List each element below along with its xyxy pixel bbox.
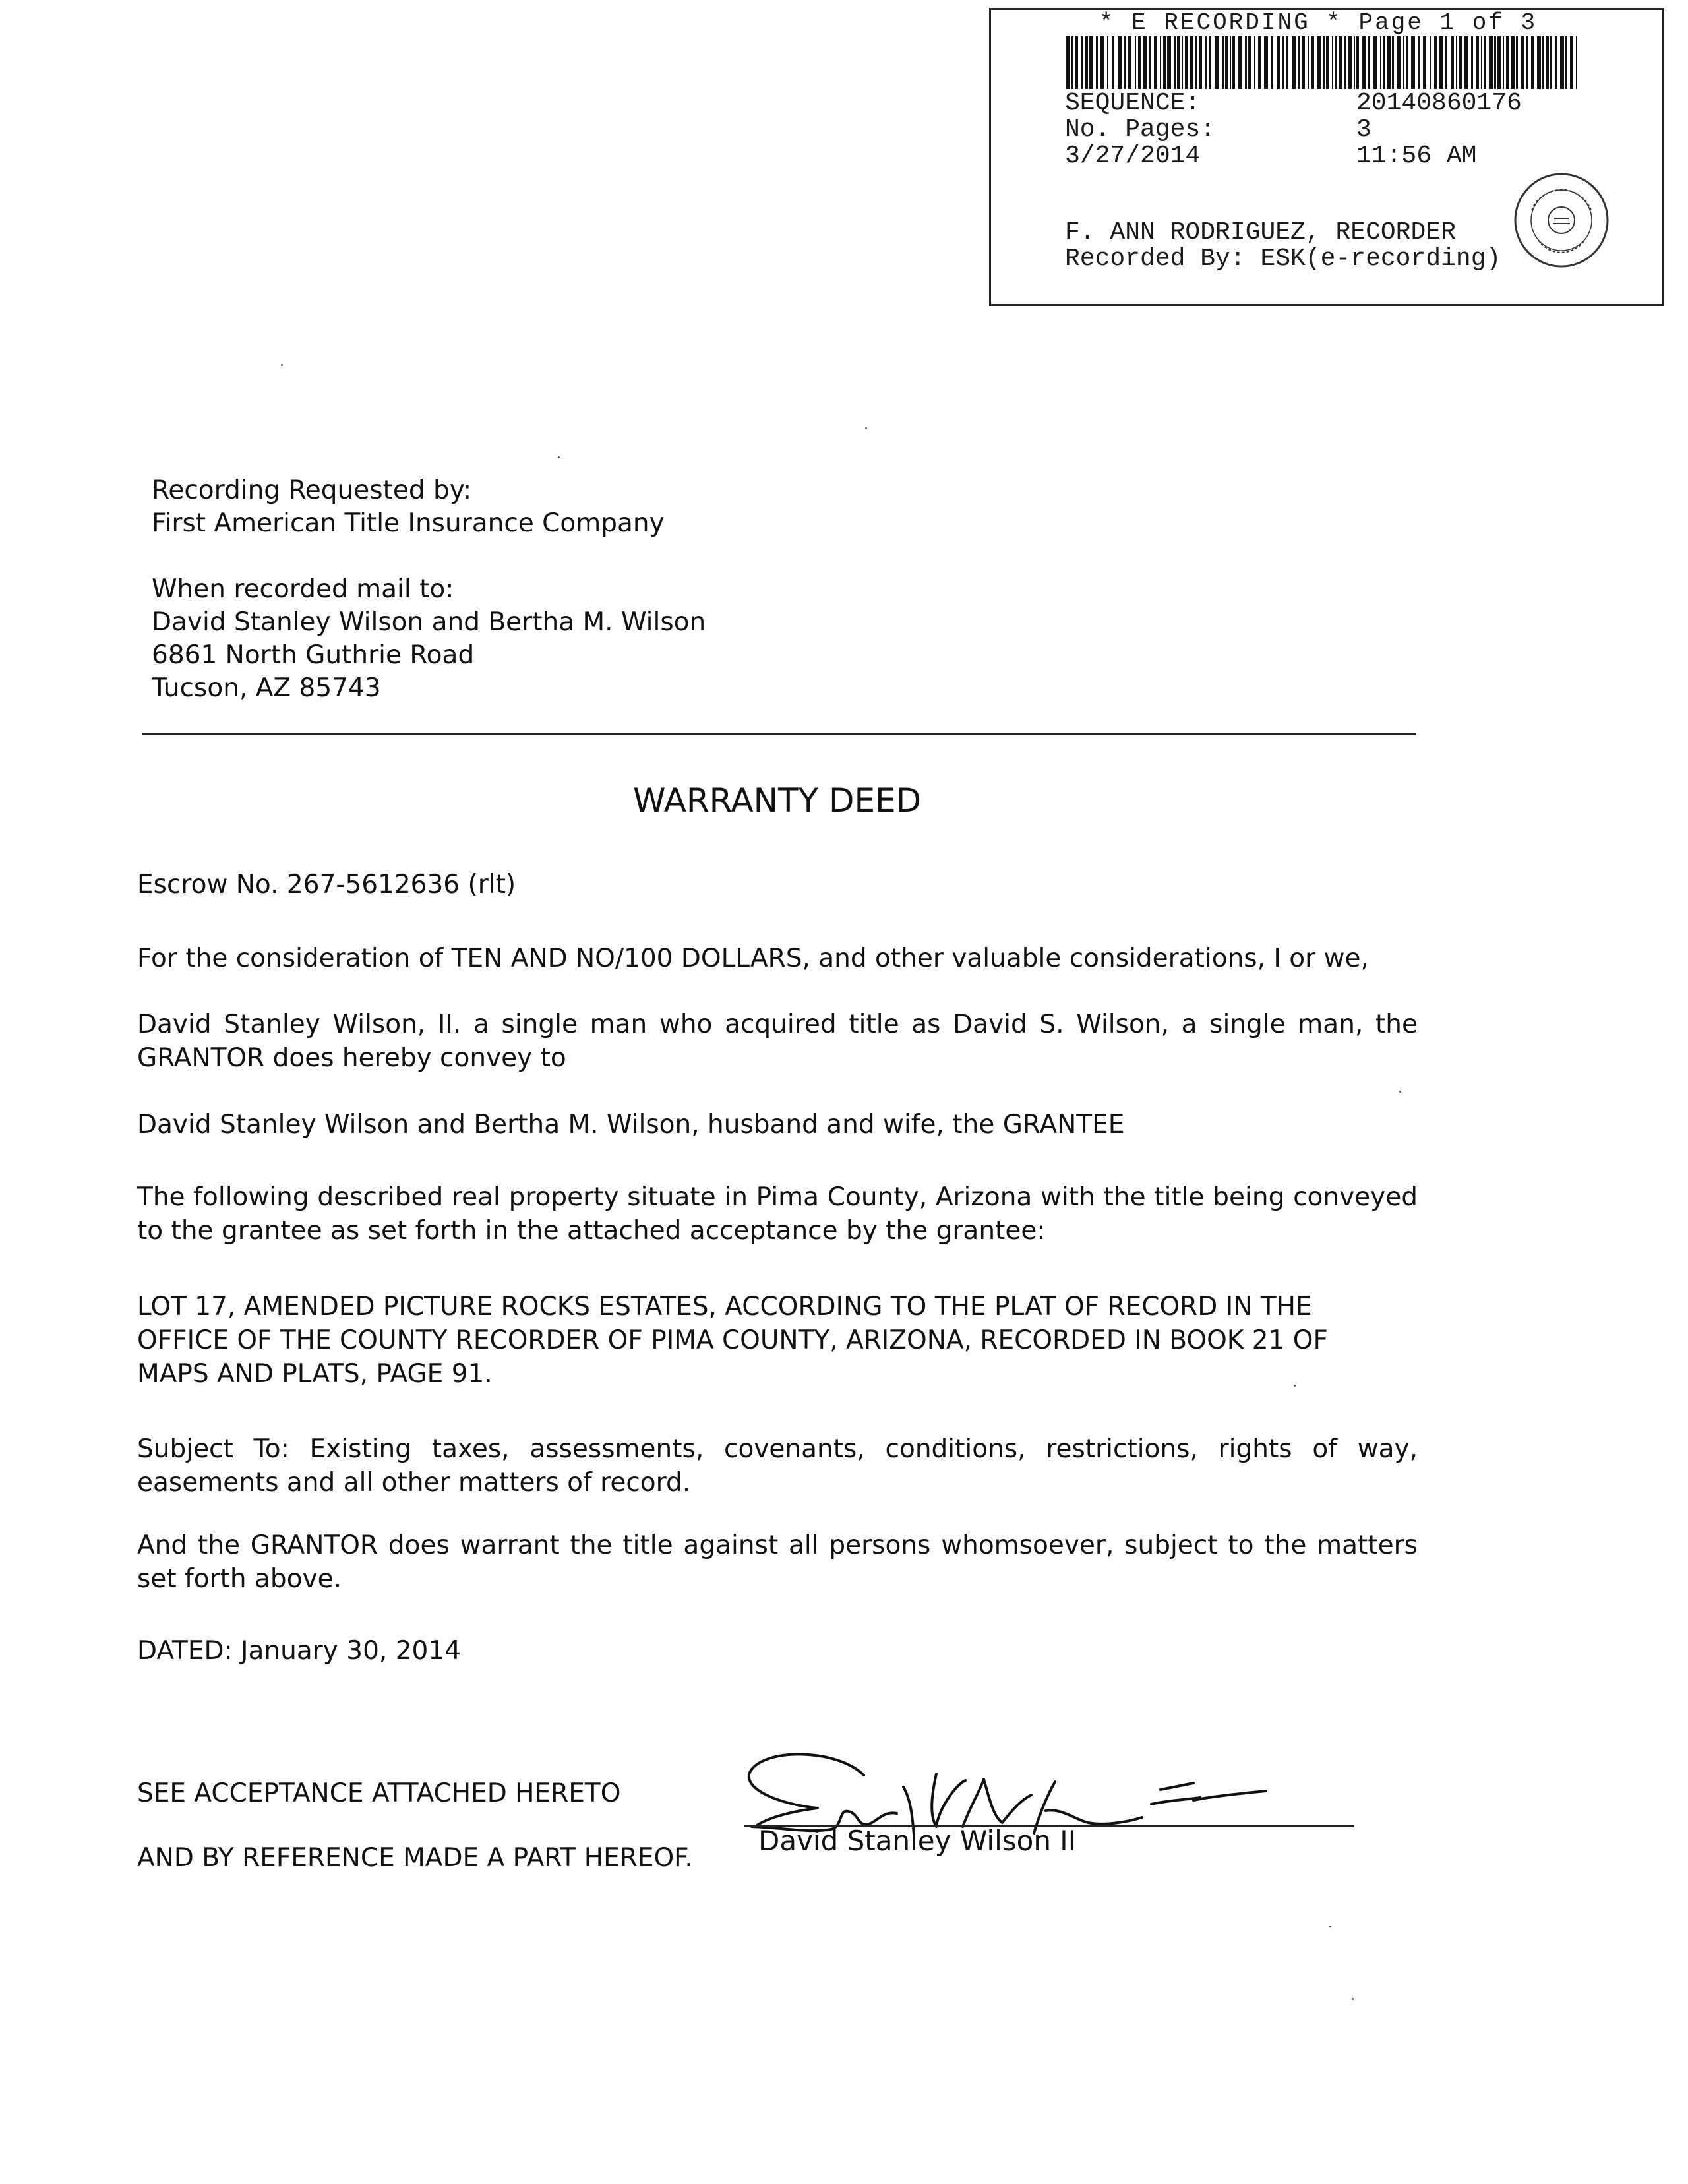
- barcode-bar: [1503, 36, 1504, 89]
- barcode-bar: [1138, 36, 1141, 89]
- barcode-bar: [1326, 36, 1329, 89]
- barcode-bar: [1199, 36, 1202, 89]
- mail-to-label: When recorded mail to:: [152, 574, 454, 604]
- barcode-bar: [1445, 36, 1447, 89]
- barcode-bar: [1555, 36, 1557, 89]
- barcode-bar: [1298, 36, 1300, 89]
- recorder-name: F. ANN RODRIGUEZ, RECORDER: [1065, 218, 1456, 247]
- barcode-bar: [1085, 36, 1088, 89]
- barcode-bar: [1418, 36, 1420, 89]
- barcode-bar: [1531, 36, 1534, 89]
- barcode-bar: [1302, 36, 1305, 89]
- scan-speck: [1399, 1091, 1401, 1093]
- barcode-bar: [1232, 36, 1235, 89]
- barcode-bar: [1373, 36, 1377, 89]
- barcode-bar: [1348, 36, 1352, 89]
- barcode-bar: [1484, 36, 1486, 89]
- barcode-bar: [1456, 36, 1457, 89]
- recorded-by: Recorded By: ESK(e-recording): [1065, 245, 1501, 273]
- barcode-bar: [1182, 36, 1183, 89]
- barcode-bar: [1570, 36, 1573, 89]
- stamp-header: * E RECORDING * Page 1 of 3: [1099, 9, 1538, 36]
- grantor-clause: David Stanley Wilson, II. a single man who acquired title as David S. Wilson, a single man, the GRANTOR does hereby convey to: [137, 1010, 1418, 1073]
- barcode-bar: [1075, 36, 1078, 89]
- barcode-bar: [1380, 36, 1381, 89]
- barcode-bar: [1308, 36, 1309, 89]
- county-seal-icon: [1512, 171, 1611, 270]
- barcode-bar: [1143, 36, 1147, 89]
- recording-stamp: [989, 8, 1664, 306]
- barcode-bar: [1459, 36, 1462, 89]
- barcode-bar: [1489, 36, 1493, 89]
- barcode-bar: [1112, 36, 1114, 89]
- barcode-bar: [1271, 36, 1273, 89]
- divider: [142, 733, 1416, 735]
- subject-to-clause: Subject To: Existing taxes, assessments, covenants, conditions, restrictions, rights of way, easements and all other matters of record.: [137, 1434, 1418, 1498]
- scan-speck: [281, 364, 283, 366]
- barcode-bar: [1311, 36, 1314, 89]
- requested-by-label: Recording Requested by:: [152, 475, 472, 505]
- barcode-bar: [1434, 36, 1437, 89]
- acceptance-line-2: AND BY REFERENCE MADE A PART HEREOF.: [137, 1843, 693, 1873]
- barcode-bar: [1282, 36, 1284, 89]
- barcode-bar: [1128, 36, 1131, 89]
- barcode-bar: [1154, 36, 1157, 89]
- barcode-bar: [1245, 36, 1247, 89]
- barcode-bar: [1190, 36, 1193, 89]
- barcode-bar: [1174, 36, 1176, 89]
- barcode-bar: [1506, 36, 1509, 89]
- barcode-bar: [1550, 36, 1552, 89]
- record-date: 3/27/2014: [1065, 142, 1201, 170]
- barcode-bar: [1100, 36, 1104, 89]
- barcode-bar: [1254, 36, 1255, 89]
- property-intro: The following described real property situate in Pima County, Arizona with the title being conveyed to the grantee as set forth in the attached acceptance by the grantee:: [137, 1182, 1418, 1246]
- legal-description: LOT 17, AMENDED PICTURE ROCKS ESTATES, ACCORDING TO THE PLAT OF RECORD IN THE OFFICE OF THE COUNTY RECORDER OF PIMA COUNTY, ARIZONA, RECORDED IN BOOK 21 OF MAPS AND PLATS, PAGE 91.: [137, 1292, 1328, 1389]
- scan-speck: [865, 427, 867, 429]
- barcode-bar: [1451, 36, 1454, 89]
- document-title: WARRANTY DEED: [633, 781, 922, 820]
- barcode-bar: [1286, 36, 1288, 89]
- barcode-bar: [1081, 36, 1083, 89]
- barcode-bar: [1464, 36, 1468, 89]
- barcode-bar: [1403, 36, 1404, 89]
- barcode-bar: [1167, 36, 1171, 89]
- barcode-bar: [1160, 36, 1161, 89]
- mail-to-street: 6861 North Guthrie Road: [152, 640, 475, 670]
- barcode-bar: [1411, 36, 1415, 89]
- barcode-bar: [1248, 36, 1251, 89]
- barcode-bar: [1387, 36, 1391, 89]
- barcode-bar: [1118, 36, 1122, 89]
- barcode-bar: [1215, 36, 1219, 89]
- barcode-bar: [1481, 36, 1482, 89]
- barcode-bar: [1209, 36, 1211, 89]
- barcode-bar: [1542, 36, 1544, 89]
- barcode-bar: [1195, 36, 1197, 89]
- barcode-bar: [1526, 36, 1528, 89]
- barcode-bar: [1323, 36, 1325, 89]
- barcode-bar: [1277, 36, 1280, 89]
- barcode-bar: [1362, 36, 1366, 89]
- barcode-bar: [1185, 36, 1188, 89]
- barcode-bar: [1135, 36, 1136, 89]
- barcode-bar: [1511, 36, 1515, 89]
- barcode-bar: [1406, 36, 1408, 89]
- barcode-bar: [1205, 36, 1207, 89]
- barcode-bar: [1107, 36, 1108, 89]
- barcode-bar: [1565, 36, 1567, 89]
- sequence-label: SEQUENCE:: [1065, 89, 1201, 117]
- mail-to-name: David Stanley Wilson and Bertha M. Wilson: [152, 607, 706, 637]
- pages-value: 3: [1356, 115, 1372, 144]
- barcode-bar: [1339, 36, 1342, 89]
- scan-speck: [1329, 1926, 1331, 1927]
- barcode-bar: [1576, 36, 1577, 89]
- barcode-bar: [1344, 36, 1346, 89]
- barcode-bar: [1163, 36, 1166, 89]
- barcode-bar: [1124, 36, 1126, 89]
- signer-name: David Stanley Wilson II: [758, 1825, 1077, 1857]
- barcode-bar: [1335, 36, 1337, 89]
- acceptance-line-1: SEE ACCEPTANCE ATTACHED HERETO: [137, 1778, 621, 1808]
- barcode-bar: [1238, 36, 1242, 89]
- barcode-bar: [1292, 36, 1296, 89]
- barcode-bar: [1560, 36, 1564, 89]
- barcode-bar: [1537, 36, 1541, 89]
- record-time: 11:56 AM: [1356, 142, 1477, 170]
- barcode: [1066, 36, 1583, 89]
- requested-by-company: First American Title Insurance Company: [152, 508, 665, 538]
- barcode-bar: [1356, 36, 1359, 89]
- barcode-bar: [1222, 36, 1224, 89]
- barcode-bar: [1430, 36, 1431, 89]
- consideration-clause: For the consideration of TEN AND NO/100 DOLLARS, and other valuable considerations, I or we,: [137, 944, 1369, 973]
- warranty-clause: And the GRANTOR does warrant the title against all persons whomsoever, subject to the matters set forth above.: [137, 1531, 1418, 1594]
- grantee-clause: David Stanley Wilson and Bertha M. Wilson, husband and wife, the GRANTEE: [137, 1110, 1125, 1139]
- barcode-bar: [1521, 36, 1524, 89]
- barcode-bar: [1546, 36, 1549, 89]
- barcode-bar: [1071, 36, 1073, 89]
- barcode-bar: [1225, 36, 1228, 89]
- scan-speck: [558, 456, 560, 458]
- barcode-bar: [1494, 36, 1496, 89]
- barcode-bar: [1317, 36, 1321, 89]
- barcode-bar: [1383, 36, 1385, 89]
- barcode-bar: [1397, 36, 1401, 89]
- barcode-bar: [1439, 36, 1443, 89]
- barcode-bar: [1476, 36, 1479, 89]
- sequence-value: 20140860176: [1356, 89, 1522, 117]
- barcode-bar: [1332, 36, 1333, 89]
- barcode-bar: [1177, 36, 1180, 89]
- escrow-number: Escrow No. 267-5612636 (rlt): [137, 870, 516, 899]
- barcode-bar: [1471, 36, 1473, 89]
- dated-line: DATED: January 30, 2014: [137, 1636, 461, 1666]
- barcode-bar: [1258, 36, 1261, 89]
- barcode-bar: [1066, 36, 1070, 89]
- barcode-bar: [1368, 36, 1370, 89]
- barcode-bar: [1354, 36, 1355, 89]
- barcode-bar: [1096, 36, 1098, 89]
- barcode-bar: [1089, 36, 1093, 89]
- barcode-bar: [1516, 36, 1518, 89]
- scan-speck: [1352, 1998, 1354, 2000]
- barcode-bar: [1423, 36, 1426, 89]
- pages-label: No. Pages:: [1065, 115, 1216, 144]
- barcode-bar: [1230, 36, 1231, 89]
- barcode-bar: [1264, 36, 1268, 89]
- mail-to-city: Tucson, AZ 85743: [152, 673, 381, 703]
- barcode-bar: [1149, 36, 1151, 89]
- barcode-bar: [1392, 36, 1394, 89]
- barcode-bar: [1497, 36, 1501, 89]
